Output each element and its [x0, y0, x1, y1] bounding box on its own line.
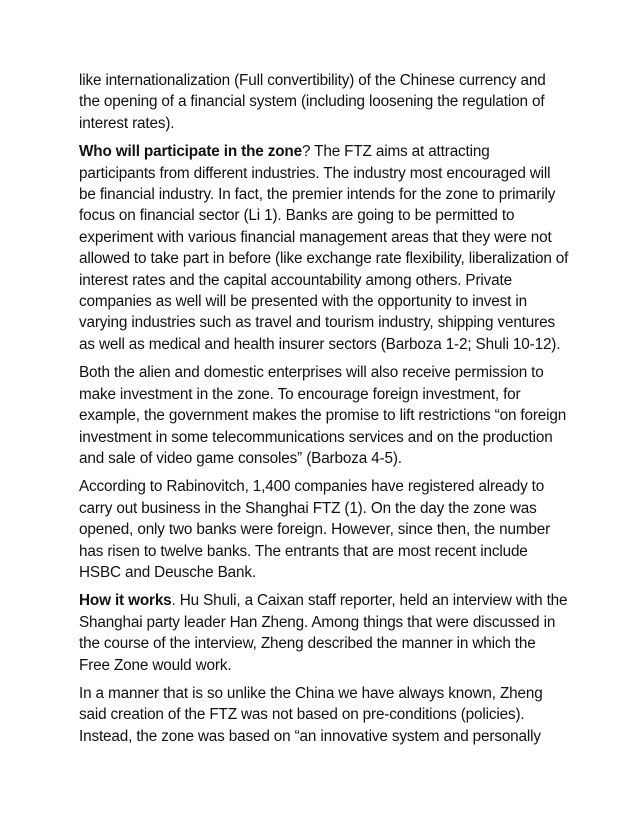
paragraph-lead-heading: Who will participate in the zone [79, 143, 302, 161]
paragraph-rabinovitch [79, 476, 569, 583]
paragraph-text: like internationalization (Full convertibility) of the Chinese currency and the opening of a financial system (including loosening the regulation of interest rates). [79, 72, 546, 132]
paragraph-zheng [79, 683, 569, 747]
paragraph-text: In a manner that is so unlike the China we have always known, Zheng said creation of the FTZ was not based on pre-conditions (policies). Instead, the zone was based on “an innovative system and personally [79, 684, 543, 745]
paragraph-enterprises [79, 362, 569, 469]
paragraph-participants [79, 141, 569, 355]
paragraph-text: According to Rabinovitch, 1,400 companies have registered already to carry out business in the Shanghai FTZ (1). On the day the zone was opened, only two banks were foreign. However, since then, the number has risen to twelve banks. The entrants that are most recent include HSBC and Deusche Bank. [79, 478, 551, 581]
paragraph-text: . Hu Shuli, a Caixan staff reporter, held an interview with the Shanghai party leader Han Zheng. Among things that were discussed in the course of the interview, Zheng described the manner in which the Free Zone would work. [79, 592, 568, 674]
paragraph-currency [79, 70, 569, 134]
paragraph-how-it-works [79, 590, 569, 676]
paragraph-lead-heading: How it works [79, 592, 172, 610]
document-page [79, 70, 569, 754]
paragraph-text: Both the alien and domestic enterprises will also receive permission to make investment in the zone. To encourage foreign investment, for example, the government makes the promise to lift restrictions “on foreign investment in some telecommunications services and on the production and sale of video game consoles” (Barboza 4-5). [79, 364, 567, 467]
paragraph-text: ? The FTZ aims at attracting participants from different industries. The industry most encouraged will be financial industry. In fact, the premier intends for the zone to primarily focus on financial sector (Li 1). Banks are going to be permitted to experiment with various financial management areas that they were not allowed to take part in before (like exchange rate flexibility, liberalization of interest rates and the capital accountability among others. Private companies as well will be presented with the opportunity to invest in varying industries such as travel and tourism industry, shipping ventures as well as medical and health insurer sectors (Barboza 1-2; Shuli 10-12). [79, 143, 569, 353]
